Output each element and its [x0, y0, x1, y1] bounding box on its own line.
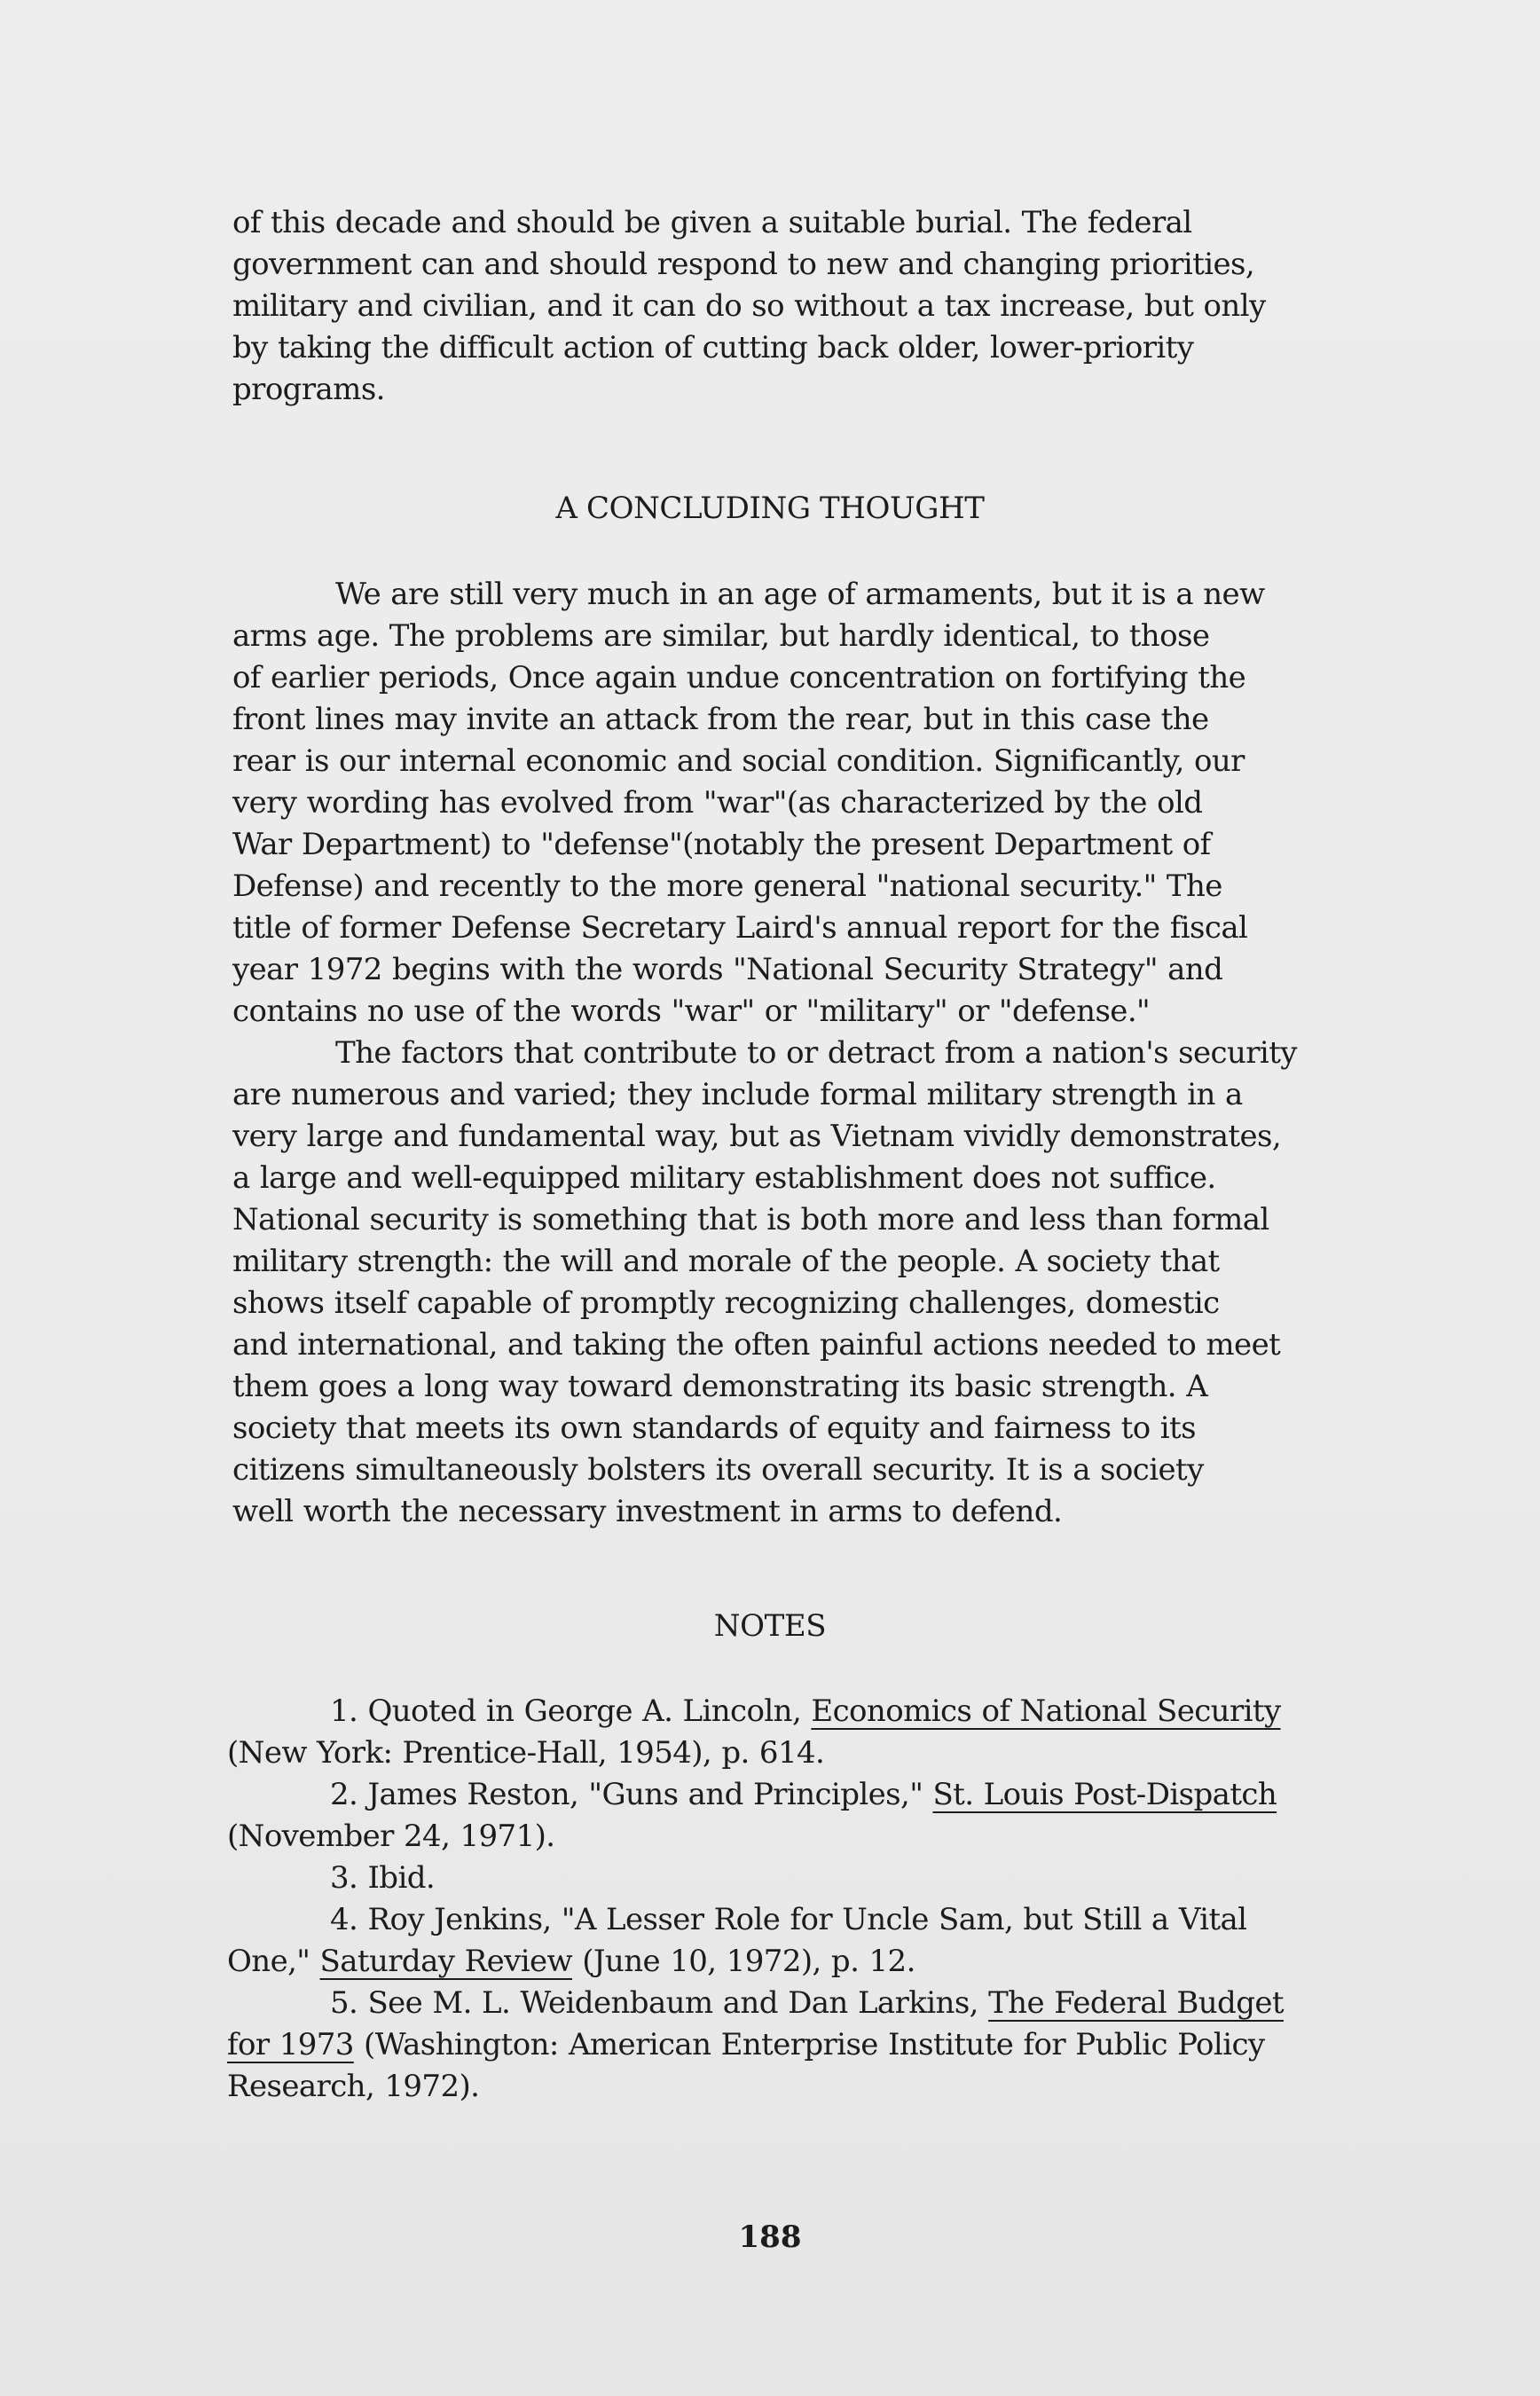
text-line: We are still very much in an age of armaments, but it is a new: [335, 577, 1265, 612]
note-title: St. Louis Post-Dispatch: [932, 1777, 1277, 1812]
text-line: them goes a long way toward demonstrating its basic strength. A: [232, 1369, 1208, 1404]
note-text: Roy Jenkins, "A Lesser Role for Uncle Sam, but Still a Vital: [367, 1902, 1247, 1937]
text-line: year 1972 begins with the words "National Security Strategy" and: [232, 952, 1223, 987]
note-text: (June 10, 1972), p. 12.: [572, 1944, 915, 1979]
note-3: [227, 1858, 1505, 1899]
text-line: society that meets its own standards of equity and fairness to its: [232, 1410, 1196, 1446]
text-line: National security is something that is both more and less than formal: [232, 1202, 1269, 1237]
text-line: very wording has evolved from "war"(as characterized by the old: [232, 785, 1203, 821]
notes-heading: NOTES: [713, 1608, 827, 1644]
note-4-continued: [227, 1941, 1505, 1983]
section-heading: A CONCLUDING THOUGHT: [555, 491, 985, 526]
note-text: (Washington: American Enterprise Institute for Public Policy: [353, 2027, 1265, 2062]
note-text: Ibid.: [367, 1860, 436, 1896]
text-line: contains no use of the words "war" or "military" or "defense.": [232, 994, 1151, 1029]
note-5-continued: [227, 2024, 1505, 2066]
note-title: The Federal Budget: [988, 1985, 1284, 2021]
text-line: of this decade and should be given a suitable burial. The federal: [232, 205, 1192, 240]
text-line: title of former Defense Secretary Laird's annual report for the fiscal: [232, 910, 1248, 946]
note-5: [227, 1983, 1505, 2024]
text-line: by taking the difficult action of cutting back older, lower-priority: [232, 330, 1194, 365]
text-line: are numerous and varied; they include formal military strength in a: [232, 1077, 1243, 1112]
note-text: Quoted in George A. Lincoln,: [367, 1693, 812, 1729]
opening-paragraph: [232, 202, 1492, 411]
text-line: front lines may invite an attack from the rear, but in this case the: [232, 702, 1209, 737]
note-title: Saturday Review: [319, 1944, 573, 1979]
note-text: James Reston, "Guns and Principles,": [367, 1777, 933, 1812]
text-line: of earlier periods, Once again undue concentration on fortifying the: [232, 660, 1246, 695]
note-title: Economics of National Security: [811, 1693, 1281, 1729]
note-2-continued: (November 24, 1971).: [227, 1819, 555, 1854]
note-title: for 1973: [227, 2027, 354, 2062]
text-line: citizens simultaneously bolsters its overall security. It is a society: [232, 1452, 1204, 1488]
note-number: 5.: [330, 1985, 358, 2021]
text-line: military strength: the will and morale of the people. A society that: [232, 1244, 1220, 1279]
note-1: [227, 1691, 1505, 1732]
text-line: government can and should respond to new and changing priorities,: [232, 247, 1255, 282]
note-4: [227, 1899, 1505, 1941]
note-text: See M. L. Weidenbaum and Dan Larkins,: [367, 1985, 989, 2021]
text-line: shows itself capable of promptly recognizing challenges, domestic: [232, 1285, 1220, 1321]
text-line: War Department) to "defense"(notably the present Department of: [232, 827, 1211, 862]
concluding-paragraph-2: [232, 1033, 1492, 1533]
text-line: very large and fundamental way, but as Vietnam vividly demonstrates,: [232, 1119, 1282, 1154]
text-line: military and civilian, and it can do so without a tax increase, but only: [232, 288, 1266, 324]
text-line: Defense) and recently to the more general "national security." The: [232, 868, 1222, 904]
note-number: 2.: [330, 1777, 358, 1812]
note-5-continued: Research, 1972).: [227, 2069, 480, 2104]
text-line: well worth the necessary investment in arms to defend.: [232, 1494, 1063, 1529]
text-line: and international, and taking the often painful actions needed to meet: [232, 1327, 1281, 1363]
note-number: 4.: [330, 1902, 358, 1937]
note-number: 1.: [330, 1693, 358, 1729]
notes-list: [227, 1691, 1505, 2108]
text-line: arms age. The problems are similar, but hardly identical, to those: [232, 618, 1210, 654]
note-number: 3.: [330, 1860, 358, 1896]
text-line: programs.: [232, 372, 385, 407]
text-line: a large and well-equipped military establishment does not suffice.: [232, 1160, 1216, 1196]
text-line: The factors that contribute to or detract from a nation's security: [335, 1035, 1297, 1071]
note-1-continued: (New York: Prentice-Hall, 1954), p. 614.: [227, 1735, 825, 1771]
note-text: One,": [227, 1944, 320, 1979]
note-2: [227, 1774, 1505, 1816]
concluding-paragraph-1: [232, 574, 1492, 1033]
text-line: rear is our internal economic and social condition. Significantly, our: [232, 743, 1245, 779]
page-number: 188: [738, 2219, 802, 2255]
